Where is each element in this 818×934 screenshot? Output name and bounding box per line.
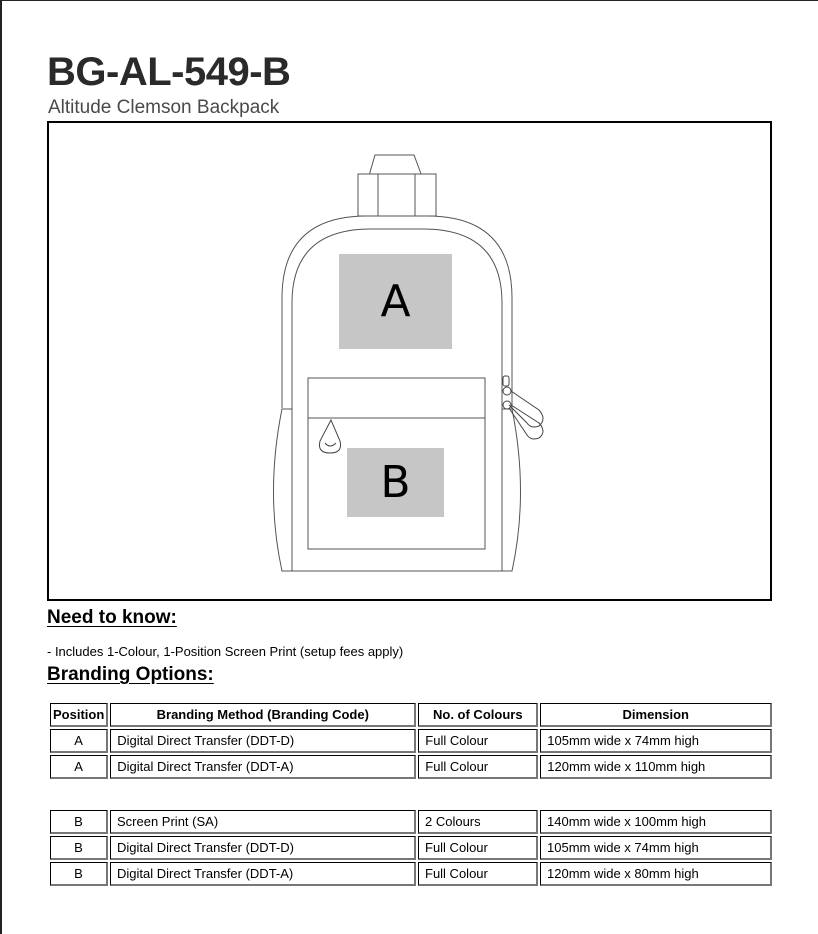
backpack-illustration [49, 123, 770, 599]
cell-colours: Full Colour [418, 862, 538, 886]
table-row [50, 729, 772, 753]
column-header-method: Branding Method (Branding Code) [110, 703, 416, 727]
table-row [50, 755, 772, 779]
cell-dimension: 105mm wide x 74mm high [540, 836, 772, 860]
column-header-dimension: Dimension [540, 703, 772, 727]
product-name: Altitude Clemson Backpack [48, 97, 280, 118]
need-to-know-heading: Need to know: [47, 607, 177, 628]
cell-position: A [50, 755, 108, 779]
branding-zone-b: B [347, 448, 444, 517]
branding-table-position-b [48, 808, 774, 888]
table-row [50, 836, 772, 860]
branding-zone-a: A [339, 254, 452, 349]
cell-position: B [50, 862, 108, 886]
cell-dimension: 120mm wide x 110mm high [540, 755, 772, 779]
cell-position: B [50, 810, 108, 834]
cell-colours: Full Colour [418, 729, 538, 753]
side-pocket-left [274, 409, 293, 571]
cell-method: Digital Direct Transfer (DDT-A) [110, 862, 416, 886]
column-header-position: Position [50, 703, 108, 727]
page-edge-left [0, 0, 2, 934]
cell-dimension: 105mm wide x 74mm high [540, 729, 772, 753]
cell-colours: Full Colour [418, 836, 538, 860]
cell-dimension: 140mm wide x 100mm high [540, 810, 772, 834]
cell-dimension: 120mm wide x 80mm high [540, 862, 772, 886]
cell-position: B [50, 836, 108, 860]
column-header-colours: No. of Colours [418, 703, 538, 727]
branding-table-position-a [48, 701, 774, 781]
table-row [50, 810, 772, 834]
page-edge-top [0, 0, 818, 1]
cell-method: Digital Direct Transfer (DDT-D) [110, 836, 416, 860]
product-illustration-frame [47, 121, 772, 601]
cell-method: Digital Direct Transfer (DDT-A) [110, 755, 416, 779]
cell-position: A [50, 729, 108, 753]
handle-strap [358, 174, 436, 216]
product-code-title: BG-AL-549-B [47, 50, 291, 94]
table-header-row [50, 703, 772, 727]
cell-method: Screen Print (SA) [110, 810, 416, 834]
table-row [50, 862, 772, 886]
cell-colours: 2 Colours [418, 810, 538, 834]
branding-options-heading: Branding Options: [47, 664, 214, 685]
cell-method: Digital Direct Transfer (DDT-D) [110, 729, 416, 753]
cell-colours: Full Colour [418, 755, 538, 779]
need-to-know-item: - Includes 1-Colour, 1-Position Screen Print (setup fees apply) [47, 644, 404, 659]
side-pocket-right [502, 409, 521, 571]
